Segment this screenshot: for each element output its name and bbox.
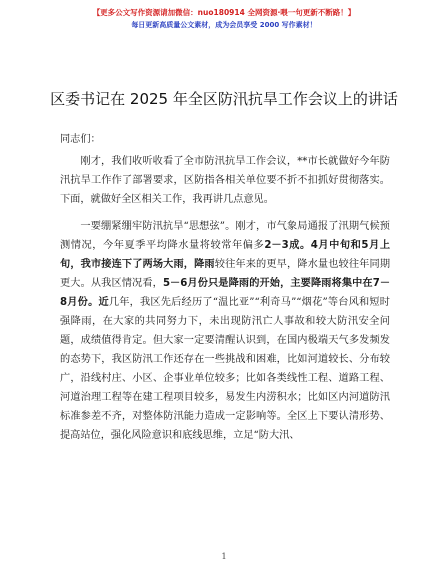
paragraph-text: 几年，我区先后经历了“温比亚”“利奇马”“烟花”等台风和短时强降雨，在大家的共同努力下，未出现防汛亡人事故和较大防汛安全问题，成绩值得肯定。但大家一定要清醒认识到，在国内极端天气多发频发的态势下，我区防汛工作还存在一些挑战和困难，比如河道较长、分布较广，沿线村庄、小区、企事业单位较多；比如各类线性工程、道路工程、河道治理工程等在建工程项目较多，易发生内涝积水；比如区内河道防汛标准参差不齐，对整体防汛能力造成一定影响等。全区上下要认清形势、提高站位，强化风险意识和底线思维，立足“防大汛、 bbox=[60, 297, 390, 441]
paragraph-text: 较往年来的更早，降水量也较往年同期更大。从我区情况看， bbox=[60, 259, 391, 289]
paragraph-text: 一要绷紧绷牢防汛抗旱“思想弦”。刚才，市气象局通报了汛期气候预测情况，今年夏季平均降水量将较常年偏多 bbox=[60, 221, 390, 251]
emphasis-text: 2－3成。4月中旬和5月上旬，我市接连下了两场大雨，降雨 bbox=[60, 240, 391, 270]
document-title: 区委书记在 2025 年全区防汛抗旱工作会议上的讲话 bbox=[50, 90, 398, 108]
document-body bbox=[60, 130, 390, 445]
salutation: 同志们： bbox=[60, 134, 101, 145]
page-number: 1 bbox=[221, 552, 227, 561]
paragraph-intro: 刚才，我们收听收看了全市防汛抗旱工作会议，**市长就做好今年防汛抗旱工作作了部署要求，区防指各相关单位要不折不扣抓好贯彻落实。下面，就做好全区相关工作，我再讲几点意见。 bbox=[60, 156, 390, 205]
paragraph-first-point bbox=[60, 217, 390, 445]
emphasis-text: 5－6月份只是降雨的开始，主要降雨将集中在7－8月份。近 bbox=[60, 278, 391, 308]
promo-banner-line-2: 每日更新高质量公文素材，成为会员享受 2000 写作素材！ bbox=[131, 21, 317, 29]
promo-banner-line-1: 【更多公文写作资源请加微信：nuo180914 全网资源·喂一句更新不断路！】 bbox=[92, 8, 356, 17]
